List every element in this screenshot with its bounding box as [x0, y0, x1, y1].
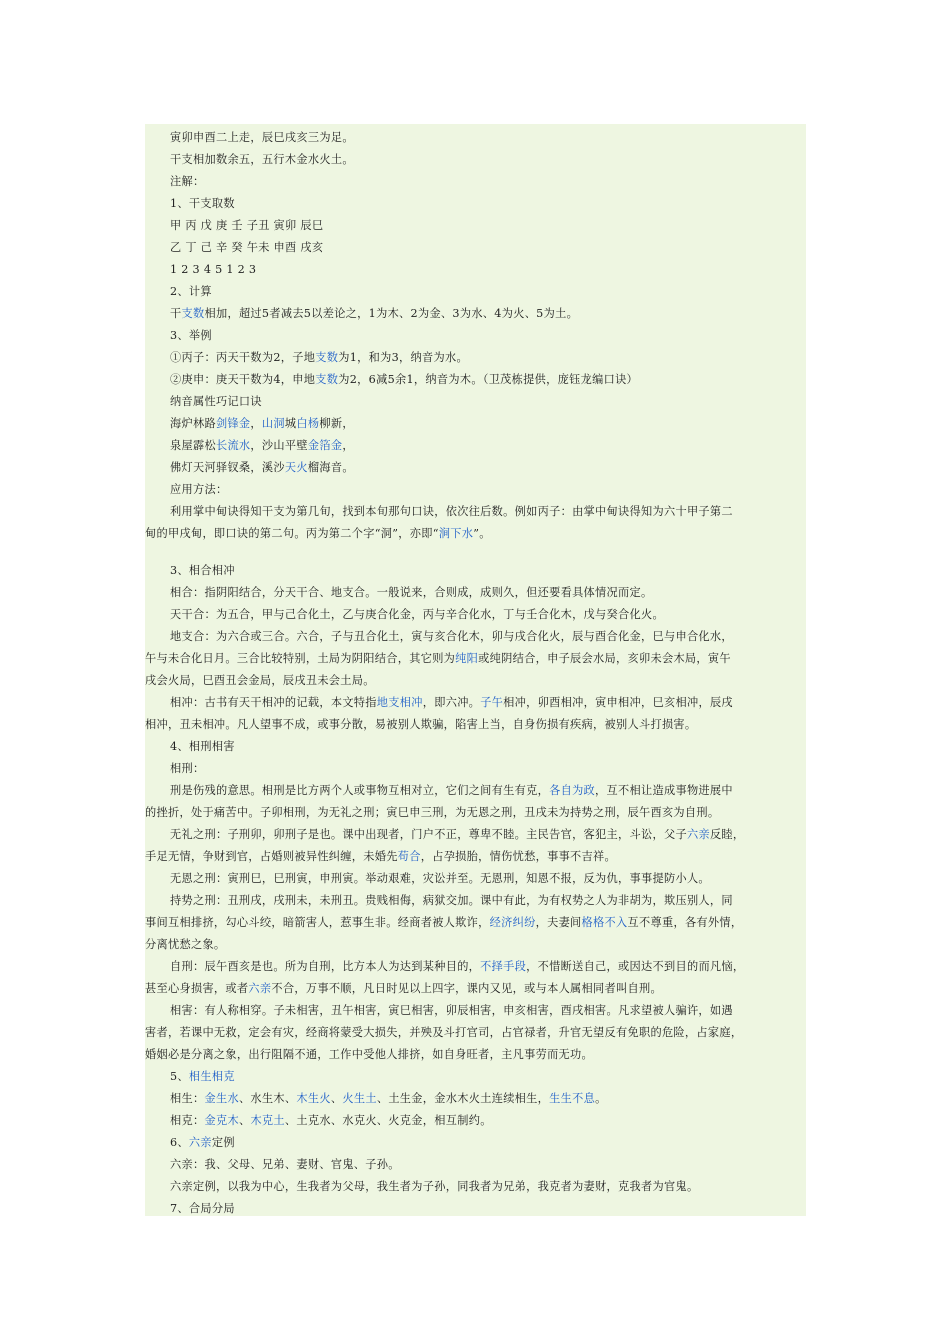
text-segment: 泉屋霹松 — [170, 439, 216, 452]
keyword-link[interactable]: 金克木 — [204, 1114, 239, 1127]
text-line — [145, 915, 806, 931]
text-segment: ，不惜断送自己，或因达不到目的而凡恼， — [526, 960, 745, 973]
text-segment: 4、相刑相害 — [170, 740, 235, 753]
keyword-link[interactable]: 不择手段 — [480, 960, 527, 973]
text-segment: ，沙山平壁 — [250, 439, 308, 452]
keyword-link[interactable]: 火生土 — [342, 1092, 377, 1105]
text-segment: ， — [342, 439, 354, 452]
text-line — [145, 350, 806, 366]
text-segment: 、水生木、 — [238, 1092, 297, 1105]
text-segment: 为1，和为3，纳音为水。 — [338, 351, 468, 364]
text-segment: ，夫妻间 — [535, 916, 582, 929]
keyword-link[interactable]: 地支相冲 — [376, 696, 423, 709]
text-segment: 3、举例 — [170, 329, 212, 342]
text-segment: 寅卯申酉二上走，辰巳戌亥三为足。 — [170, 131, 354, 144]
text-line — [145, 959, 806, 975]
text-line — [145, 783, 806, 799]
text-line — [145, 416, 806, 432]
text-segment: 城 — [284, 417, 297, 430]
text-segment: 定例 — [211, 1136, 235, 1149]
text-line — [145, 240, 806, 256]
keyword-link[interactable]: 金箔金 — [307, 439, 343, 452]
text-segment: 甸的甲戌甸，即口诀的第二句。丙为第二个字“洞”，亦即“ — [145, 527, 439, 540]
keyword-link[interactable]: 剑锋金 — [215, 417, 251, 430]
text-segment: 反睦， — [709, 828, 745, 841]
text-line — [145, 262, 806, 278]
keyword-link[interactable]: 各自为政 — [549, 784, 596, 797]
keyword-link[interactable]: 金生水 — [204, 1092, 239, 1105]
text-line — [145, 871, 806, 887]
text-line — [145, 152, 806, 168]
text-segment: 柳新， — [319, 417, 354, 430]
text-segment: ，占孕损胎，情伤忧愁，事事不吉祥。 — [420, 850, 617, 863]
text-segment: 相合：指阴阳结合，分天干合、地支合。一般说来，合则成，成则久，但还要看具体情况而定。 — [170, 586, 653, 599]
text-segment: 无礼之刑：子刑卯，卯刑子是也。课中出现者，门户不正，尊卑不睦。主民告官，客犯主，斗讼，父子 — [170, 828, 687, 841]
text-line — [145, 1069, 806, 1085]
text-segment: 害者，若课中无救，定会有灾，经商将蒙受大损失，并殃及斗打官司，占官禄者，升官无望反有免职的危险，占家庭， — [145, 1026, 743, 1039]
text-segment: 1、干支取数 — [170, 197, 235, 210]
keyword-link[interactable]: 六亲 — [188, 1136, 212, 1149]
text-segment: 天干合：为五合，甲与己合化土，乙与庚合化金，丙与辛合化水，丁与壬合化木，戊与癸合化火。 — [170, 608, 664, 621]
keyword-link[interactable]: 木生火 — [296, 1092, 331, 1105]
keyword-link[interactable]: 支数 — [181, 307, 205, 320]
text-line — [145, 438, 806, 454]
text-segment: 6、 — [170, 1136, 189, 1149]
text-segment: 无恩之刑：寅刑巳，巳刑寅，申刑寅。举动艰难，灾讼并至。无恩刑，知恩不报，反为仇，事事提防小人。 — [170, 872, 710, 885]
text-line — [145, 328, 806, 344]
text-segment: 或纯阴结合，申子辰会水局，亥卯未会木局，寅午 — [478, 652, 731, 665]
keyword-link[interactable]: 相生相克 — [188, 1070, 235, 1083]
text-segment: 甚至心身损害，或者 — [145, 982, 249, 995]
text-line — [145, 526, 806, 542]
text-line — [145, 1135, 806, 1151]
keyword-link[interactable]: 六亲 — [248, 982, 272, 995]
text-segment: ，互不相让造成事物进展中 — [595, 784, 733, 797]
keyword-link[interactable]: 长流水 — [215, 439, 251, 452]
text-segment: 自刑：辰午酉亥是也。所为自刑，比方本人为达到某种目的， — [170, 960, 481, 973]
text-segment: 相害：有人称相穿。子未相害，丑午相害，寅巳相害，卯辰相害，申亥相害，酉戌相害。凡求望被人骗许，如遇 — [170, 1004, 733, 1017]
text-line — [145, 937, 806, 953]
text-line — [145, 306, 806, 322]
text-line — [145, 629, 806, 645]
text-segment: 佛灯天河驿钗桑，溪沙 — [170, 461, 285, 474]
text-line — [145, 504, 806, 520]
keyword-link[interactable]: 经济纠纷 — [489, 916, 536, 929]
text-segment: 1 2 3 4 5 1 2 3 — [170, 263, 257, 276]
text-line — [145, 1091, 806, 1107]
keyword-link[interactable]: 格格不入 — [581, 916, 628, 929]
text-segment: ， — [250, 417, 262, 430]
text-line — [145, 1025, 806, 1041]
text-segment: 事间互相排挤，勾心斗绞，暗箭害人，惹事生非。经商者被人欺诈， — [145, 916, 490, 929]
text-line — [145, 805, 806, 821]
text-segment: 海炉林路 — [170, 417, 216, 430]
text-line — [145, 460, 806, 476]
text-line — [145, 761, 806, 777]
text-line — [145, 372, 806, 388]
text-segment: 榴海音。 — [307, 461, 354, 474]
text-segment: 地支合：为六合或三合。六合，子与丑合化土，寅与亥合化木，卯与戌合化火，辰与酉合化金，巳与申合化水， — [170, 630, 733, 643]
text-segment: 刑是伤残的意思。相刑是比方两个人或事物互相对立，它们之间有生有克， — [170, 784, 550, 797]
text-segment: 六亲：我、父母、兄弟、妻财、官鬼、子孙。 — [170, 1158, 400, 1171]
text-line — [145, 739, 806, 755]
text-line — [145, 218, 806, 234]
text-segment: 相加，超过5者减去5以差论之，1为木、2为金、3为水、4为火、5为土。 — [204, 307, 579, 320]
text-segment: 相刑： — [170, 762, 205, 775]
keyword-link[interactable]: 生生不息 — [549, 1092, 596, 1105]
text-segment: 乙 丁 己 辛 癸 午未 申酉 戌亥 — [170, 241, 324, 254]
text-segment: 互不尊重，各有外情， — [627, 916, 743, 929]
text-line — [145, 695, 806, 711]
text-segment: 利用掌中甸诀得知干支为第几旬，找到本旬那句口诀，依次往后数。例如丙子：由掌中甸诀得知为六十甲子第二 — [170, 505, 733, 518]
text-segment: 手足无情，争财到官，占婚则被异性纠缠，未婚先 — [145, 850, 398, 863]
text-line — [145, 130, 806, 146]
text-segment: 相克： — [170, 1114, 205, 1127]
text-line — [145, 284, 806, 300]
keyword-link[interactable]: 纯阳 — [455, 652, 479, 665]
keyword-link[interactable]: 苟合 — [397, 850, 421, 863]
text-line — [145, 651, 806, 667]
text-segment: ①丙子：丙天干数为2，子地 — [170, 351, 316, 364]
text-segment: 干支相加数余五，五行木金水火土。 — [170, 153, 354, 166]
text-line — [145, 1003, 806, 1019]
text-segment: 不合，万事不顺，凡日时见以上四字，课内又见，或与本人属相同者叫自刑。 — [271, 982, 662, 995]
text-line — [145, 1201, 806, 1217]
text-segment: 、土克水、水克火、火克金，相互制约。 — [284, 1114, 492, 1127]
text-line — [145, 563, 806, 579]
text-segment: 。 — [595, 1092, 607, 1105]
text-segment: 应用方法： — [170, 483, 228, 496]
text-line — [145, 717, 806, 733]
text-segment: 相冲，丑未相冲。凡人望事不成，或事分散，易被别人欺骗，陷害上当，自身伤损有疾病，被别人斗打损害。 — [145, 718, 697, 731]
text-line — [145, 1047, 806, 1063]
keyword-link[interactable]: 山洞 — [261, 417, 285, 430]
text-line — [145, 482, 806, 498]
text-segment: 分离忧愁之象。 — [145, 938, 226, 951]
text-line — [145, 1179, 806, 1195]
text-segment: 甲 丙 戊 庚 壬 子丑 寅卯 辰巳 — [170, 219, 324, 232]
text-segment: 相生： — [170, 1092, 205, 1105]
text-segment: 、 — [330, 1092, 343, 1105]
text-line — [145, 1113, 806, 1129]
text-line — [145, 196, 806, 212]
text-segment: 、土生金，金水木火土连续相生， — [376, 1092, 550, 1105]
text-segment: ②庚申：庚天干数为4，申地 — [170, 373, 316, 386]
text-segment: 相冲，卯酉相冲，寅申相冲，巳亥相冲，辰戌 — [503, 696, 733, 709]
text-line — [145, 585, 806, 601]
text-segment: 纳音属性巧记口诀 — [170, 395, 262, 408]
text-segment: 5、 — [170, 1070, 189, 1083]
keyword-link[interactable]: 支数 — [315, 373, 339, 386]
text-segment: 注解： — [170, 175, 205, 188]
text-segment: 3、相合相冲 — [170, 564, 235, 577]
text-line — [145, 1157, 806, 1173]
text-segment: 婚姻必是分离之象，出行阻隔不通，工作中受他人排挤，如自身旺者，主凡事劳而无功。 — [145, 1048, 594, 1061]
text-line — [145, 673, 806, 689]
text-segment: 2、计算 — [170, 285, 212, 298]
text-segment: 干 — [170, 307, 182, 320]
text-segment: 持势之刑：丑刑戌，戌刑未，未刑丑。贵贱相侮，病狱交加。课中有此，为有权势之人为非胡为，欺压别人，同 — [170, 894, 733, 907]
text-line — [145, 893, 806, 909]
text-segment: 的挫折，处于痛苦中。子卯相刑，为无礼之刑；寅巳申三刑，为无恩之刑，丑戌未为持势之刑，辰午酉亥为自刑。 — [145, 806, 720, 819]
text-line — [145, 174, 806, 190]
keyword-link[interactable]: 子午 — [480, 696, 504, 709]
keyword-link[interactable]: 涧下水 — [438, 527, 474, 540]
keyword-link[interactable]: 六亲 — [686, 828, 710, 841]
text-segment: 为2，6减5余1，纳音为木。（卫茂栋提供，庞钰龙编口诀） — [338, 373, 639, 386]
text-line — [145, 607, 806, 623]
text-segment: ”。 — [473, 527, 491, 540]
text-segment: 午与未合化日月。三合比较特别，土局为阴阳结合，其它则为 — [145, 652, 456, 665]
text-line — [145, 849, 806, 865]
text-segment: 、 — [238, 1114, 251, 1127]
text-segment: 相冲：古书有天干相冲的记载，本文特指 — [170, 696, 377, 709]
text-segment: 7、合局分局 — [170, 1202, 235, 1215]
keyword-link[interactable]: 支数 — [315, 351, 339, 364]
keyword-link[interactable]: 天火 — [284, 461, 308, 474]
text-line — [145, 981, 806, 997]
text-segment: ，即六冲。 — [422, 696, 481, 709]
text-line — [145, 827, 806, 843]
text-segment: 六亲定例，以我为中心，生我者为父母，我生者为子孙，同我者为兄弟，我克者为妻财，克我者为官鬼。 — [170, 1180, 699, 1193]
keyword-link[interactable]: 白杨 — [296, 417, 320, 430]
text-line — [145, 394, 806, 410]
text-segment: 戌会火局，巳酉丑会金局，辰戌丑未会土局。 — [145, 674, 375, 687]
keyword-link[interactable]: 木克土 — [250, 1114, 285, 1127]
